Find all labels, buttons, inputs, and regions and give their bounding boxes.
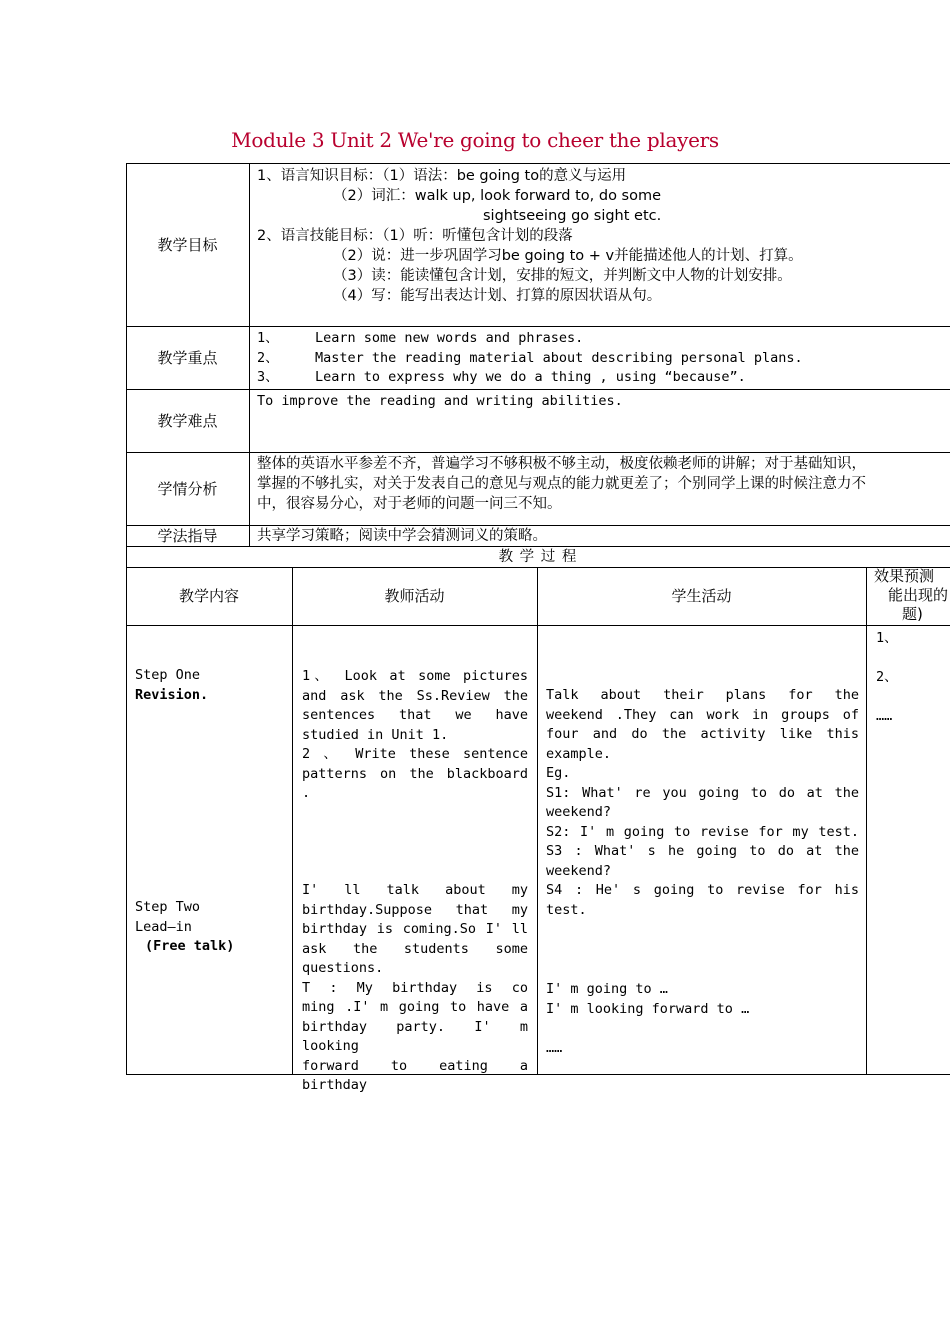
column-header-teacher: 教师活动 — [384, 587, 445, 605]
step-subtitle-extra: (Free talk) — [145, 938, 235, 954]
analysis-line: 掌握的不够扎实，对关于发表自己的意见与观点的能力就更差了；个别同学上课的时候注意力不 — [257, 476, 866, 492]
step-subtitle: Lead—in — [135, 918, 192, 935]
analysis-content — [257, 454, 949, 514]
analysis-label: 学情分析 — [157, 479, 218, 498]
process-header: 教 学 过 程 — [498, 549, 578, 565]
effect-prediction: 1、 2、 …… — [876, 630, 898, 724]
objectives-line: （3）读：能读懂包含计划，安排的短文，并判断文中人物的计划安排。 — [333, 268, 792, 284]
objectives-content — [257, 166, 947, 306]
analysis-line: 整体的英语水平参差不齐，普遍学习不够积极不够主动，极度依赖老师的讲解；对于基础知识， — [257, 456, 866, 472]
method-label: 学法指导 — [157, 526, 218, 545]
objectives-line: （2）词汇：walk up, look forward to, do some — [333, 188, 662, 204]
method-text: 共享学习策略；阅读中学会猜测词义的策略。 — [257, 528, 547, 544]
list-item: 2、 Master the reading material about describing personal plans. — [257, 349, 803, 366]
list-item: 3、 Learn to express why we do a thing , using “because”. — [257, 369, 746, 385]
teacher-activity-1: 1、 Look at some pictures and ask the Ss.Review the sentences that we have studied in Unit 1. 2 、 Write these sentence patterns on the blackboard . — [302, 668, 528, 801]
objectives-line: sightseeing go sight etc. — [483, 208, 662, 224]
step-name: Step One — [135, 667, 201, 683]
difficulties-text: To improve the reading and writing abilities. — [257, 393, 623, 409]
student-activity-1: Talk about their plans for the weekend .They can work in groups of four and do the activity like this example. Eg. S1: What' re you going to do at the weekend? S2: I' m going to revise for my test. S3 : What' s he going to do at the weekend? S4 : He' s going to revise for his test. — [546, 687, 859, 918]
objectives-label: 教学目标 — [157, 235, 218, 254]
difficulties-label: 教学难点 — [157, 411, 218, 430]
objectives-line: 1、语言知识目标：（1）语法：be going to的意义与运用 — [257, 168, 627, 184]
list-item: 1、 Learn some new words and phrases. — [257, 330, 584, 346]
objectives-line: 2、语言技能目标：（1）听：听懂包含计划的段落 — [257, 228, 573, 244]
key-points-list — [257, 329, 947, 388]
step-one — [135, 666, 285, 705]
step-subtitle: Revision. — [135, 686, 209, 703]
objectives-line: （4）写：能写出表达计划、打算的原因状语从句。 — [333, 288, 662, 304]
column-header-content: 教学内容 — [178, 587, 239, 605]
analysis-line: 中，很容易分心，对于老师的问题一问三不知。 — [257, 496, 562, 512]
objectives-line: （2）说：进一步巩固学习be going to + v并能描述他人的计划、打算。 — [333, 248, 803, 264]
step-two — [135, 898, 285, 957]
key-points-label: 教学重点 — [157, 348, 218, 367]
column-header-student: 学生活动 — [671, 587, 732, 605]
teacher-activity-2: I' ll talk about my birthday.Suppose that my birthday is coming.So I' ll ask the students some questions. T : My birthday is co ming .I' m going to have a birthday party. I' m looking forward to eating a birthday — [302, 882, 528, 1093]
column-header-effect: 效果预测 能出现的 题) — [874, 567, 949, 623]
step-name: Step Two — [135, 899, 201, 915]
student-activity-2: I' m going to … I' m looking forward to … …… — [546, 981, 750, 1056]
document-title: Module 3 Unit 2 We're going to cheer the players — [231, 128, 719, 152]
